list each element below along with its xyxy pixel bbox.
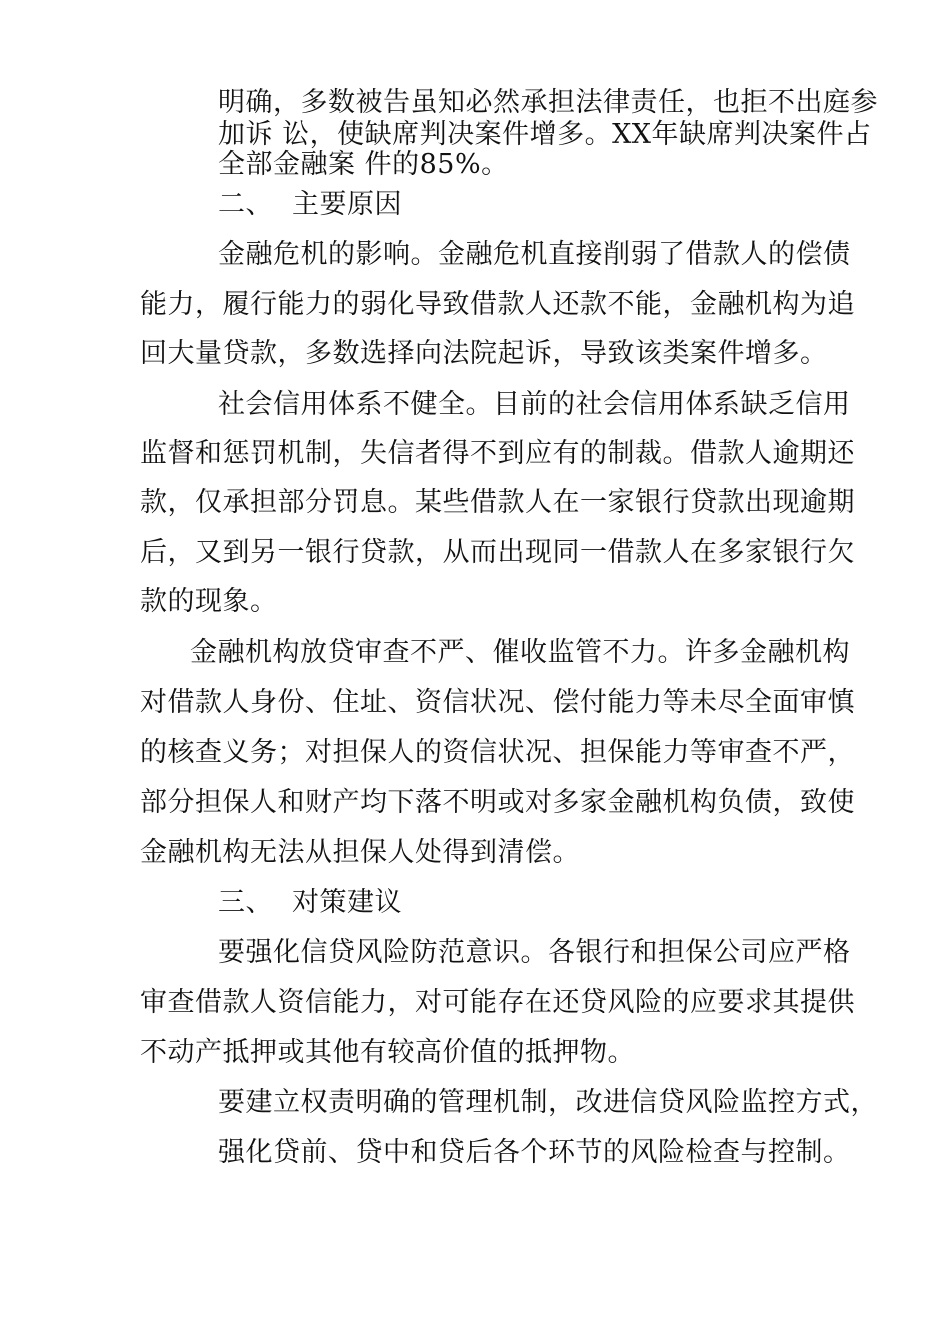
paragraph-line: 金融机构放贷审查不严、催收监管不力。许多金融机构 (190, 637, 850, 668)
paragraph-line: 审查借款人资信能力，对可能存在还贷风险的应要求其提供 (140, 987, 855, 1018)
intro-line: 明确，多数被告虽知必然承担法律责任，也拒不出庭参 (218, 87, 878, 118)
paragraph-line: 监督和惩罚机制，失信者得不到应有的制裁。借款人逾期还 (140, 438, 855, 469)
section-heading-number: 二、 (218, 189, 273, 220)
paragraph-line: 要建立权责明确的管理机制，改进信贷风险监控方式， (218, 1087, 878, 1118)
section-heading-title: 主要原因 (292, 189, 402, 220)
paragraph-line: 强化贷前、贷中和贷后各个环节的风险检查与控制。 (218, 1137, 851, 1168)
section-heading-title: 对策建议 (292, 887, 402, 918)
paragraph-line: 不动产抵押或其他有较高价值的抵押物。 (140, 1037, 635, 1068)
paragraph-line: 对借款人身份、住址、资信状况、偿付能力等未尽全面审慎 (140, 687, 855, 718)
paragraph-line: 金融机构无法从担保人处得到清偿。 (140, 837, 580, 868)
paragraph-line: 能力，履行能力的弱化导致借款人还款不能，金融机构为追 (140, 289, 855, 320)
intro-line: 加诉 讼，使缺席判决案件增多。XX年缺席判决案件占 (218, 119, 872, 150)
paragraph-line: 回大量贷款，多数选择向法院起诉，导致该类案件增多。 (140, 338, 828, 369)
paragraph-line: 金融危机的影响。金融危机直接削弱了借款人的偿债 (218, 239, 851, 270)
paragraph-line: 部分担保人和财产均下落不明或对多家金融机构负债，致使 (140, 787, 855, 818)
section-heading-number: 三、 (218, 887, 273, 918)
paragraph-line: 款的现象。 (140, 586, 278, 617)
intro-line: 全部金融案 件的85%。 (218, 149, 509, 180)
paragraph-line: 后，又到另一银行贷款，从而出现同一借款人在多家银行欠 (140, 537, 855, 568)
paragraph-line: 社会信用体系不健全。目前的社会信用体系缺乏信用 (218, 389, 851, 420)
paragraph-line: 要强化信贷风险防范意识。各银行和担保公司应严格 (218, 937, 851, 968)
paragraph-line: 款，仅承担部分罚息。某些借款人在一家银行贷款出现逾期 (140, 487, 855, 518)
paragraph-line: 的核查义务；对担保人的资信状况、担保能力等审查不严， (140, 737, 855, 768)
